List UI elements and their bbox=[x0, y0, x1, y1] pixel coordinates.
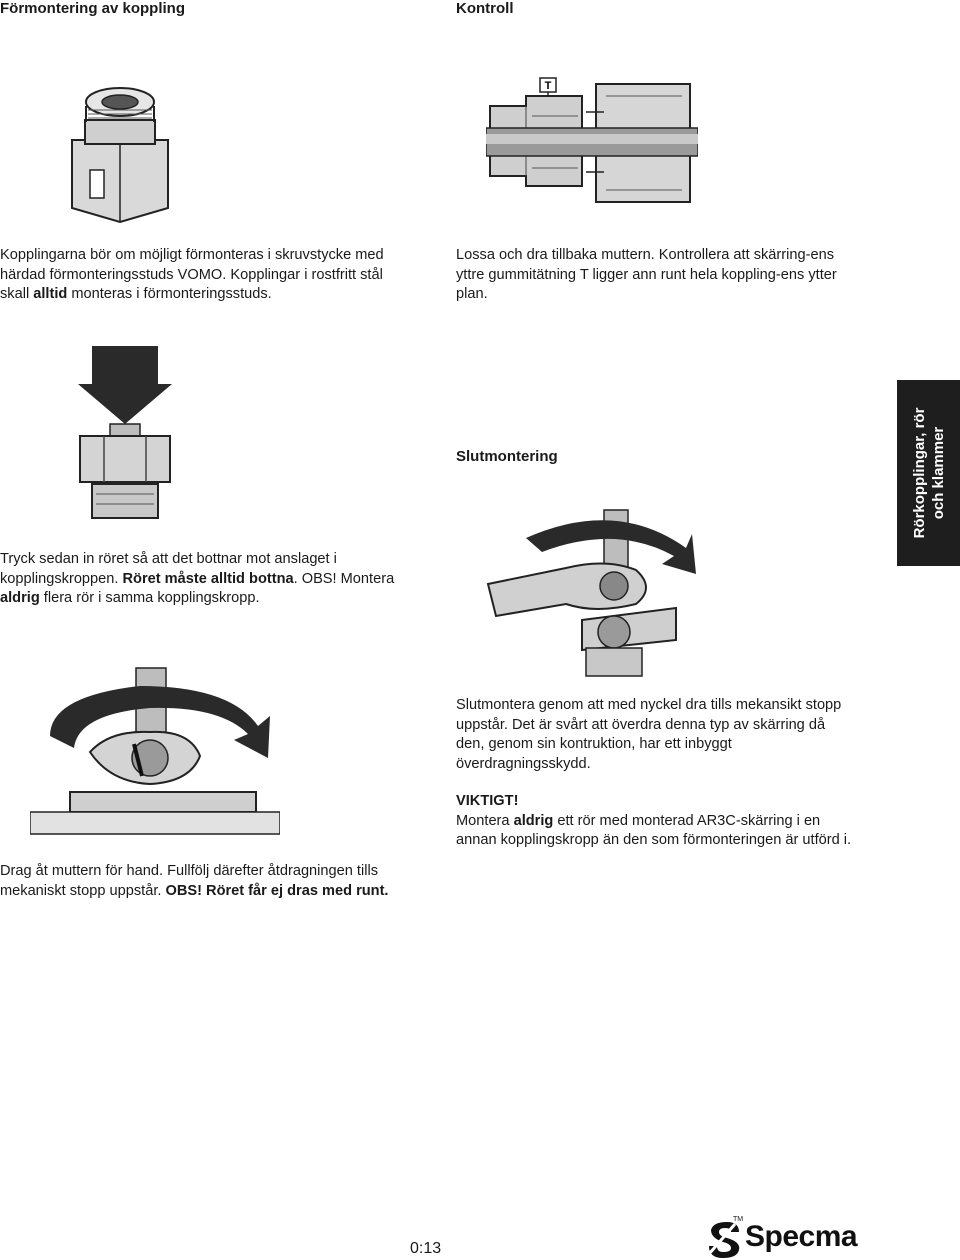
important-text: Montera aldrig ett rör med monterad AR3C-skärring i en annan kopplingskropp än den som förmonteringen är utförd i. bbox=[456, 812, 852, 848]
trademark-mark: TM bbox=[733, 1216, 744, 1223]
side-tab-line1: Rörkopplingar, rör bbox=[910, 407, 928, 539]
heading-control: Kontroll bbox=[456, 0, 514, 17]
page-number: 0:13 bbox=[410, 1240, 442, 1257]
hand-tighten-text: Drag åt muttern för hand. Fullfölj därefter åtdragningen tills mekaniskt stopp uppstår. OBS! Röret får ej dras med runt. bbox=[0, 863, 389, 899]
push-text: Tryck sedan in röret så att det bottnar mot anslaget i kopplingskroppen. Röret måste alltid bottna. OBS! Montera aldrig flera rör i samma kopplingskropp. bbox=[0, 551, 395, 606]
wrench-final-assembly-illustration bbox=[486, 508, 698, 678]
important-block bbox=[456, 792, 856, 851]
side-tab-line2: och klammer bbox=[929, 426, 947, 520]
heading-premount: Förmontering av koppling bbox=[0, 0, 186, 17]
brand-name: Specma bbox=[745, 1220, 858, 1253]
specma-logo-mark-icon bbox=[705, 1218, 745, 1258]
hand-tighten-illustration bbox=[30, 666, 280, 836]
heading-final-assembly: Slutmontering bbox=[456, 448, 558, 465]
cross-section-illustration bbox=[486, 76, 698, 216]
t-marker-label: T bbox=[544, 80, 552, 92]
side-tab bbox=[897, 380, 960, 566]
final-assembly-text: Slutmontera genom att med nyckel dra tills mekansikt stopp uppstår. Det är svårt att överdra denna typ av skärring då den, genom sin kontruktion, har ett inbyggt överdragningsskydd. bbox=[456, 697, 842, 772]
important-title: VIKTIGT! bbox=[456, 793, 519, 809]
specma-logo bbox=[705, 1216, 875, 1256]
premount-text: Kopplingarna bör om möjligt förmonteras i skruvstycke med härdad förmonteringsstuds VOMO. Kopplingar i rostfritt stål skall alltid monteras i förmonteringsstuds. bbox=[0, 247, 384, 302]
push-tube-illustration bbox=[70, 344, 180, 520]
fitting-body-illustration bbox=[60, 80, 180, 230]
control-text: Lossa och dra tillbaka muttern. Kontrollera att skärring-ens yttre gummitätning T ligger ann runt hela koppling-ens ytter plan. bbox=[456, 247, 837, 302]
